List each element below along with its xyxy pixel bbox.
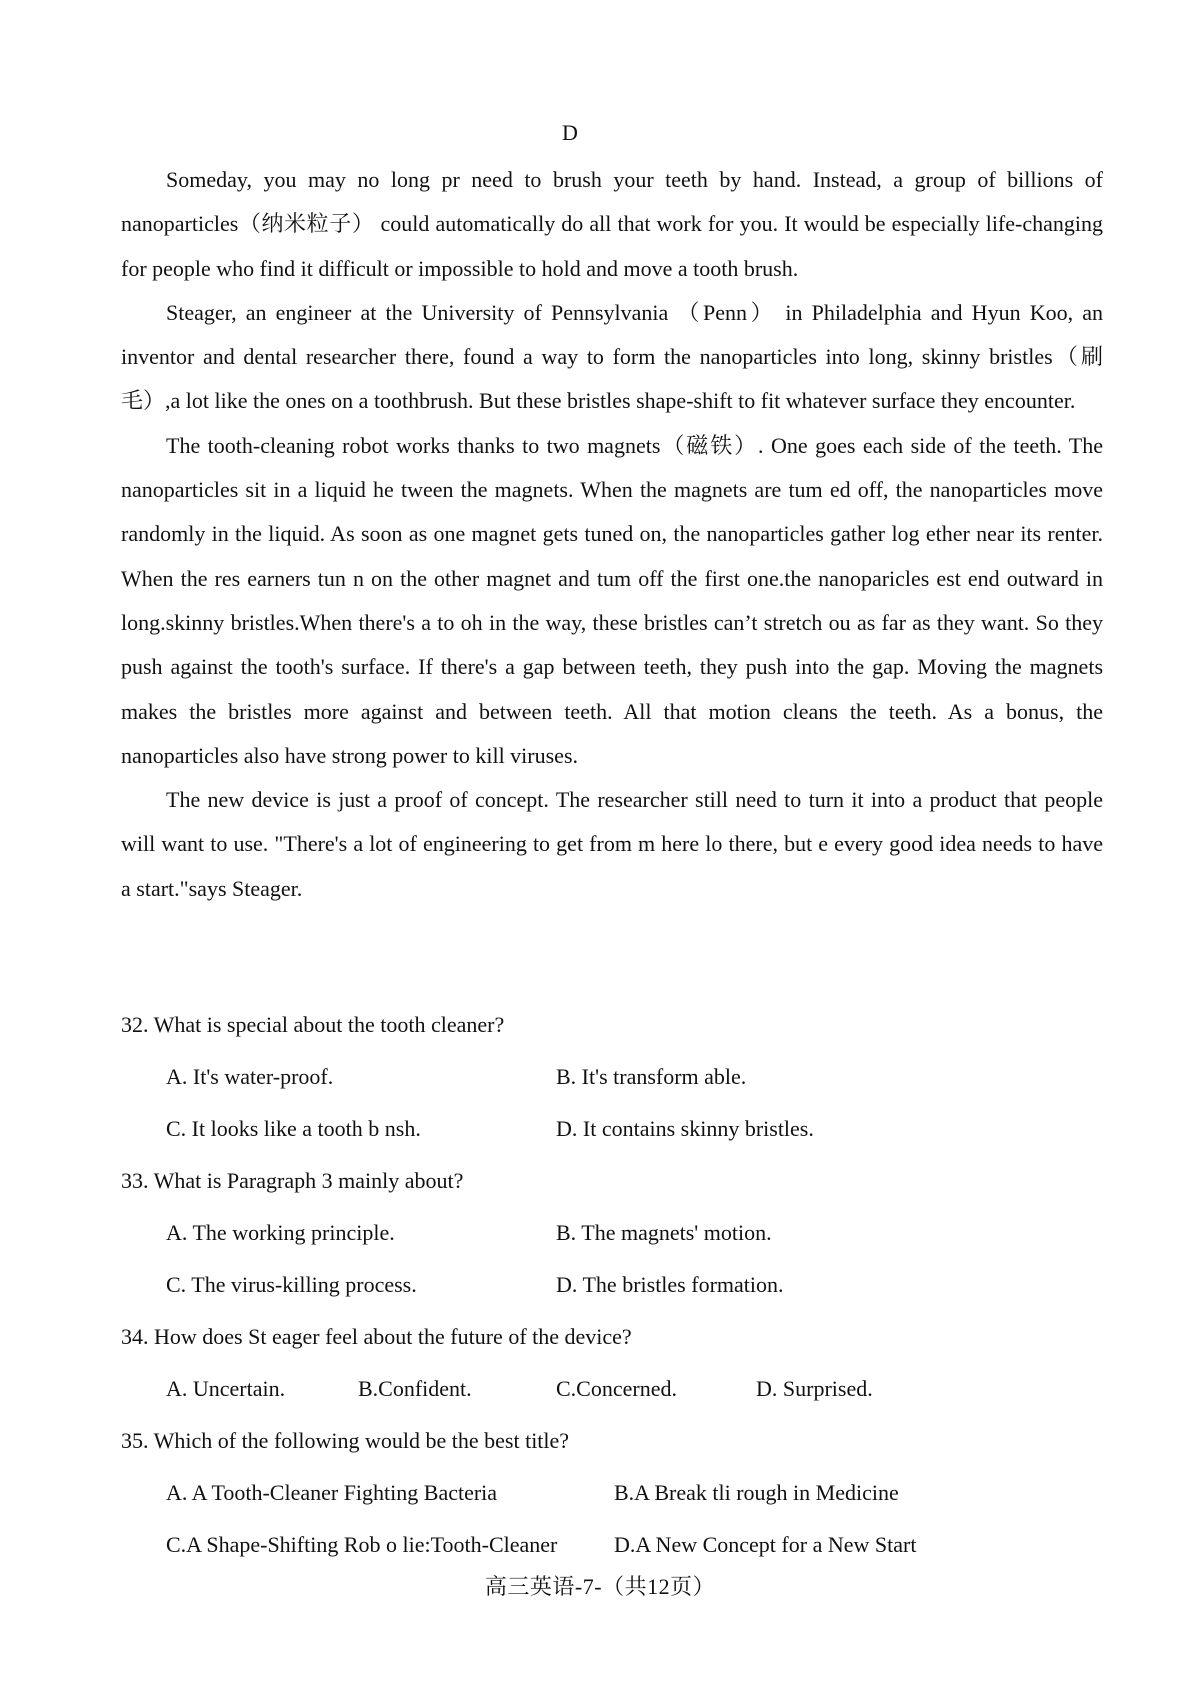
question-34-stem: 34. How does St eager feel about the future of the device?: [121, 1324, 632, 1349]
question-32-options-row-2: [121, 1107, 1103, 1159]
question-34-option-d: D. Surprised.: [756, 1376, 873, 1401]
question-33-stem: 33. What is Paragraph 3 mainly about?: [121, 1168, 464, 1193]
paragraph-2: Steager, an engineer at the University of Pennsylvania （Penn） in Philadelphia and Hyun Koo, an inventor and dental researcher there, found a way to form the nanoparticles into long, skinny bristles（刷毛）,a lot like the ones on a toothbrush. But these bristles shape-shift to fit whatever surface they encounter.: [121, 299, 1103, 414]
question-list: [121, 1003, 1103, 1575]
question-33-option-d: D. The bristles formation.: [556, 1272, 784, 1297]
question-32-option-c: C. It looks like a tooth b nsh.: [166, 1116, 421, 1141]
question-34-option-b: B.Confident.: [358, 1376, 472, 1401]
question-33-option-a: A. The working principle.: [166, 1220, 395, 1245]
question-33-options-row-2: [121, 1263, 1103, 1315]
reading-passage: [121, 158, 1103, 911]
question-34-option-a: A. Uncertain.: [166, 1376, 286, 1401]
question-32-option-b: B. It's transform able.: [556, 1064, 747, 1089]
paragraph-1: Someday, you may no long pr need to brush your teeth by hand. Instead, a group of billions of nanoparticles（纳米粒子） could automatically do all that work for you. It would be especially life-changing for people who find it difficult or impossible to hold and move a tooth brush.: [121, 167, 1103, 281]
question-32-stem: 32. What is special about the tooth cleaner?: [121, 1012, 505, 1037]
question-35-options-row-2: [121, 1523, 1103, 1575]
question-33-option-b: B. The magnets' motion.: [556, 1220, 772, 1245]
question-35-option-c: C.A Shape-Shifting Rob o lie:Tooth-Cleaner: [166, 1532, 558, 1557]
paragraph-4: The new device is just a proof of concept. The researcher still need to turn it into a product that people will want to use. "There's a lot of engineering to get from m here lo there, but e every good idea needs to have a start."says Steager.: [121, 787, 1103, 901]
question-35-option-b: B.A Break tli rough in Medicine: [614, 1480, 899, 1505]
question-32-option-d: D. It contains skinny bristles.: [556, 1116, 814, 1141]
question-33-option-c: C. The virus-killing process.: [166, 1272, 417, 1297]
section-letter: D: [562, 120, 578, 145]
question-35-options-row-1: [121, 1471, 1103, 1523]
page-footer: 高三英语-7-（共12页）: [484, 1574, 716, 1599]
question-34-options-row: [121, 1367, 1103, 1419]
question-32-options-row-1: [121, 1055, 1103, 1107]
question-33-options-row-1: [121, 1211, 1103, 1263]
question-32-option-a: A. It's water-proof.: [166, 1064, 334, 1089]
question-35-option-d: D.A New Concept for a New Start: [614, 1532, 917, 1557]
question-34-option-c: C.Concerned.: [556, 1376, 677, 1401]
question-35-option-a: A. A Tooth-Cleaner Fighting Bacteria: [166, 1480, 498, 1505]
paragraph-3: The tooth-cleaning robot works thanks to two magnets（磁铁）. One goes each side of the teeth. The nanoparticles sit in a liquid he tween the magnets. When the magnets are tum ed off, the nanoparticles move randomly in the liquid. As soon as one magnet gets tuned on, the nanoparticles gather log ether near its renter. When the res earners tun n on the other magnet and tum off the first one.the nanoparicles est end outward in long.skinny bristles.When there's a to oh in the way, these bristles can’t stretch ou as far as they want. So they push against the tooth's surface. If there's a gap between teeth, they push into the gap. Moving the magnets makes the bristles more against and between teeth. All that motion cleans the teeth. As a bonus, the nanoparticles also have strong power to kill viruses.: [121, 432, 1103, 768]
question-35-stem: 35. Which of the following would be the best title?: [121, 1428, 570, 1453]
